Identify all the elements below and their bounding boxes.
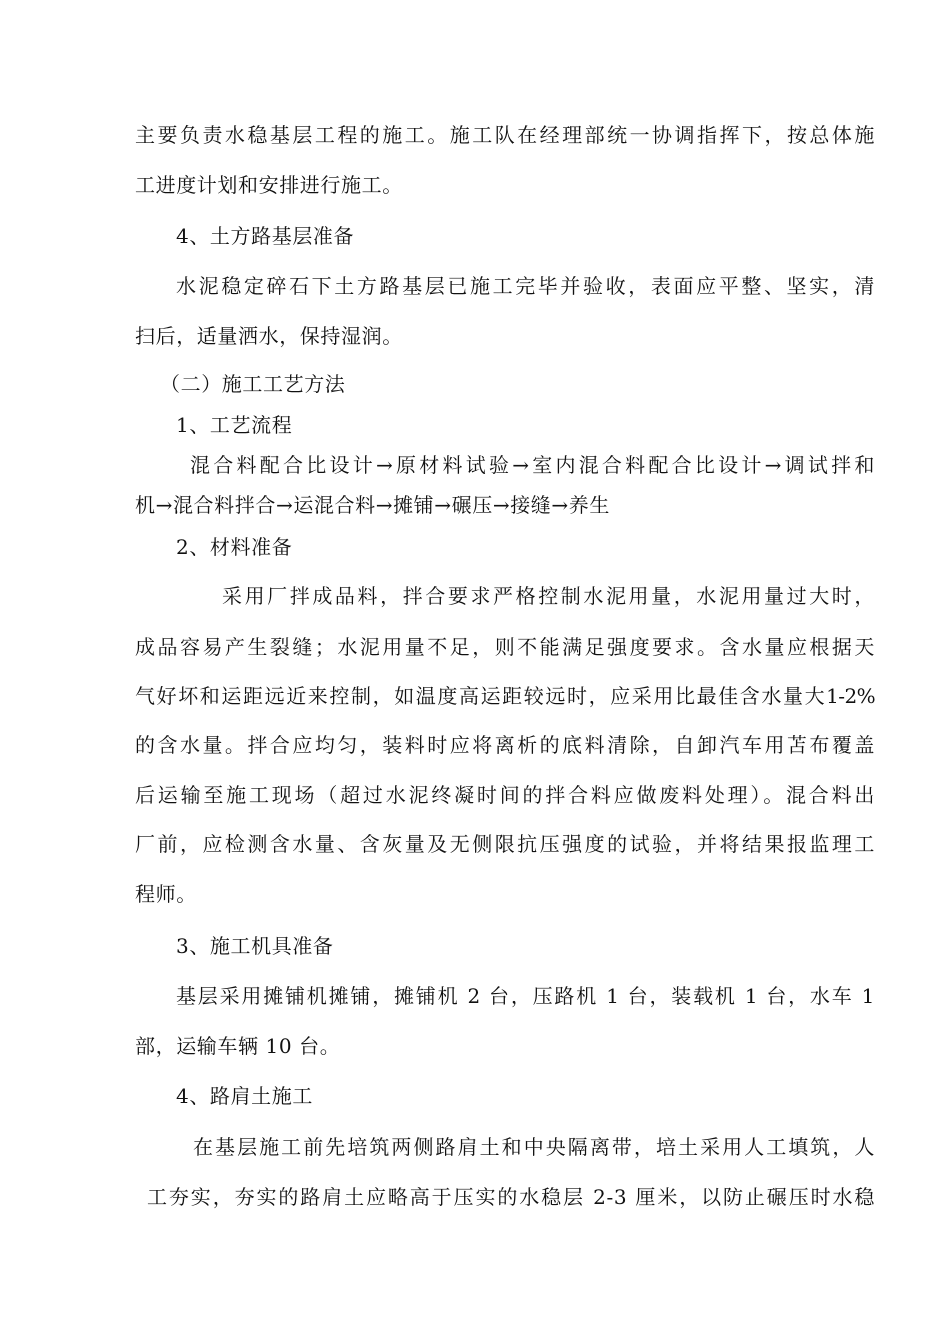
text-line-flow-2: 机→混合料拌合→运混合料→摊铺→碾压→接缝→养生 — [135, 493, 610, 517]
text-line-material-3: 气好坏和运距远近来控制，如温度高运距较远时，应采用比最佳含水量大1-2% — [135, 684, 875, 708]
text-line-machinery-2: 部，运输车辆 10 台。 — [135, 1034, 341, 1058]
text-line-material-5: 后运输至施工现场（超过水泥终凝时间的拌合料应做废料处理）。混合料出 — [135, 783, 875, 807]
section-heading-4-subgrade: 4、土方路基层准备 — [176, 224, 355, 248]
text-line-material-6: 厂前，应检测含水量、含灰量及无侧限抗压强度的试验，并将结果报监理工 — [135, 832, 875, 856]
text-line-machinery-1: 基层采用摊铺机摊铺，摊铺机 2 台，压路机 1 台，装载机 1 台，水车 1 — [176, 984, 875, 1008]
section-heading-2-material: 2、材料准备 — [176, 535, 293, 559]
section-heading-4-shoulder: 4、路肩土施工 — [176, 1084, 313, 1108]
section-heading-3-machinery: 3、施工机具准备 — [176, 934, 334, 958]
text-line-material-2: 成品容易产生裂缝；水泥用量不足，则不能满足强度要求。含水量应根据天 — [135, 635, 875, 659]
section-heading-1-process-flow: 1、工艺流程 — [176, 413, 293, 437]
text-line-flow-1: 混合料配合比设计→原材料试验→室内混合料配合比设计→调试拌和 — [190, 453, 875, 477]
text-line-material-7: 程师。 — [135, 882, 197, 906]
text-line-shoulder-1: 在基层施工前先培筑两侧路肩土和中央隔离带，培土采用人工填筑，人 — [193, 1135, 875, 1159]
text-line-shoulder-2: 工夯实，夯实的路肩土应略高于压实的水稳层 2-3 厘米，以防止碾压时水稳 — [147, 1185, 875, 1209]
text-line-2: 工进度计划和安排进行施工。 — [135, 173, 403, 197]
text-line-4: 水泥稳定碎石下土方路基层已施工完毕并验收，表面应平整、坚实，清 — [176, 274, 875, 298]
text-line-material-4: 的含水量。拌合应均匀，装料时应将离析的底料清除，自卸汽车用苫布覆盖 — [135, 733, 875, 757]
chapter-heading-process-method: （二）施工工艺方法 — [160, 372, 346, 396]
text-line-material-1: 采用厂拌成品料，拌合要求严格控制水泥用量，水泥用量过大时， — [222, 584, 875, 608]
text-line-5: 扫后，适量洒水，保持湿润。 — [135, 324, 403, 348]
text-line-1: 主要负责水稳基层工程的施工。施工队在经理部统一协调指挥下，按总体施 — [135, 123, 875, 147]
